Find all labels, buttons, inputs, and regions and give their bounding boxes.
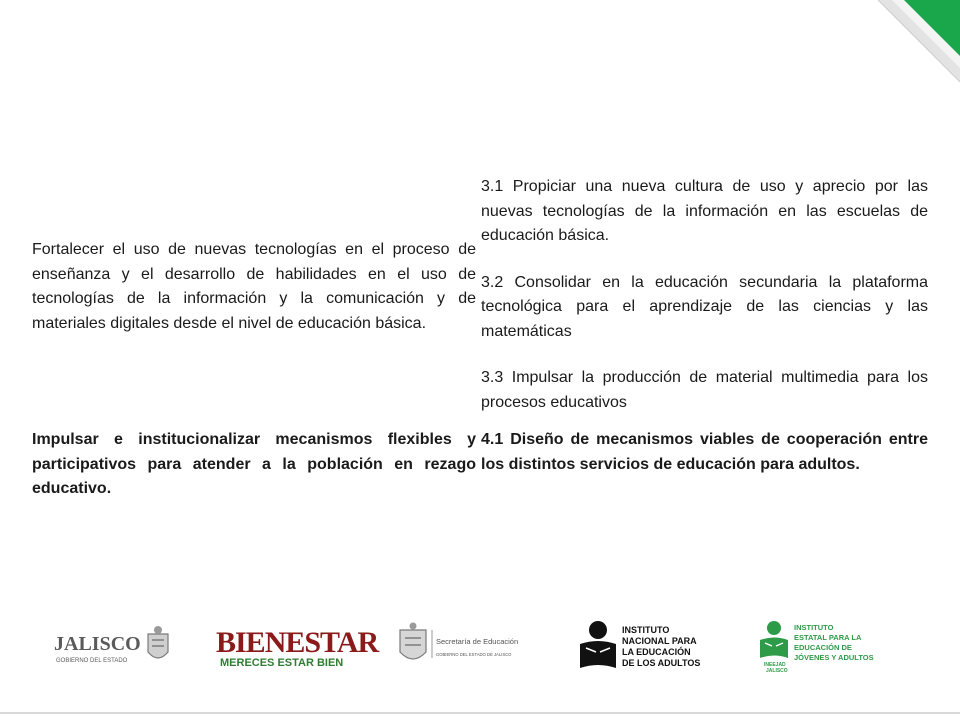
objective-3-text xyxy=(32,428,476,502)
inea-logo xyxy=(576,618,716,672)
objective-2-text xyxy=(32,238,476,336)
line-4-1: 4.1 Diseño de mecanismos viables de cooperación entre los distintos servicios de educación para adultos. xyxy=(481,431,928,473)
objective-2: Fortalecer el uso de nuevas tecnologías en el proceso de enseñanza y el desarrollo de habilidades en el uso de tecnologías de la información y la comunicación y de materiales digitales desde el nivel de educación básica. xyxy=(32,241,476,332)
inea-line-2: NACIONAL PARA xyxy=(622,636,697,646)
reader-icon xyxy=(760,621,788,658)
reader-icon xyxy=(580,621,616,668)
jalisco-logo-name: JALISCO xyxy=(54,633,141,655)
bienestar-logo-sub: MERECES ESTAR BIEN xyxy=(220,657,344,669)
bienestar-logo xyxy=(214,622,379,670)
ieeja-line-4: JÓVENES Y ADULTOS xyxy=(794,653,874,662)
bienestar-logo-name: BIENESTAR xyxy=(216,626,379,659)
inea-line-1: INSTITUTO xyxy=(622,625,670,635)
secretaria-logo-name: Secretaría de Educación xyxy=(436,637,519,646)
secretaria-educacion-logo xyxy=(396,622,519,668)
line-3-1: 3.1 Propiciar una nueva cultura de uso y aprecio por las nuevas tecnologías de la información en las escuelas de educación básica. xyxy=(481,178,928,244)
shield-icon xyxy=(148,626,168,658)
jalisco-logo-sub: GOBIERNO DEL ESTADO xyxy=(56,658,128,664)
jalisco-logo xyxy=(52,624,174,670)
ieeja-tag-2: JALISCO xyxy=(766,668,788,674)
footer-divider xyxy=(0,712,960,714)
coat-of-arms-icon xyxy=(400,623,426,660)
line-3-2: 3.2 Consolidar en la educación secundaria la plataforma tecnológica para el aprendizaje de las ciencias y las matemáticas xyxy=(481,273,928,340)
line-3-3: 3.3 Impulsar la producción de material multimedia para los procesos educativos xyxy=(481,369,928,411)
line-4-1-text xyxy=(481,428,928,477)
inea-line-3: LA EDUCACIÓN xyxy=(622,647,691,657)
objective-3: Impulsar e institucionalizar mecanismos flexibles y participativos para atender a la población en rezago educativo. xyxy=(32,431,476,497)
ieeja-line-1: INSTITUTO xyxy=(794,623,834,632)
ieeja-line-3: EDUCACIÓN DE xyxy=(794,643,852,652)
ieeja-tag: INEEJAD xyxy=(764,662,786,668)
ieeja-line-2: ESTATAL PARA LA xyxy=(794,633,862,642)
secretaria-logo-sub: GOBIERNO DEL ESTADO DE JALISCO xyxy=(436,652,512,657)
inea-line-4: DE LOS ADULTOS xyxy=(622,658,701,668)
ieeja-logo xyxy=(756,618,886,674)
lines-of-action-3 xyxy=(481,175,928,437)
logo-bar xyxy=(0,616,960,676)
corner-decoration xyxy=(878,0,960,82)
